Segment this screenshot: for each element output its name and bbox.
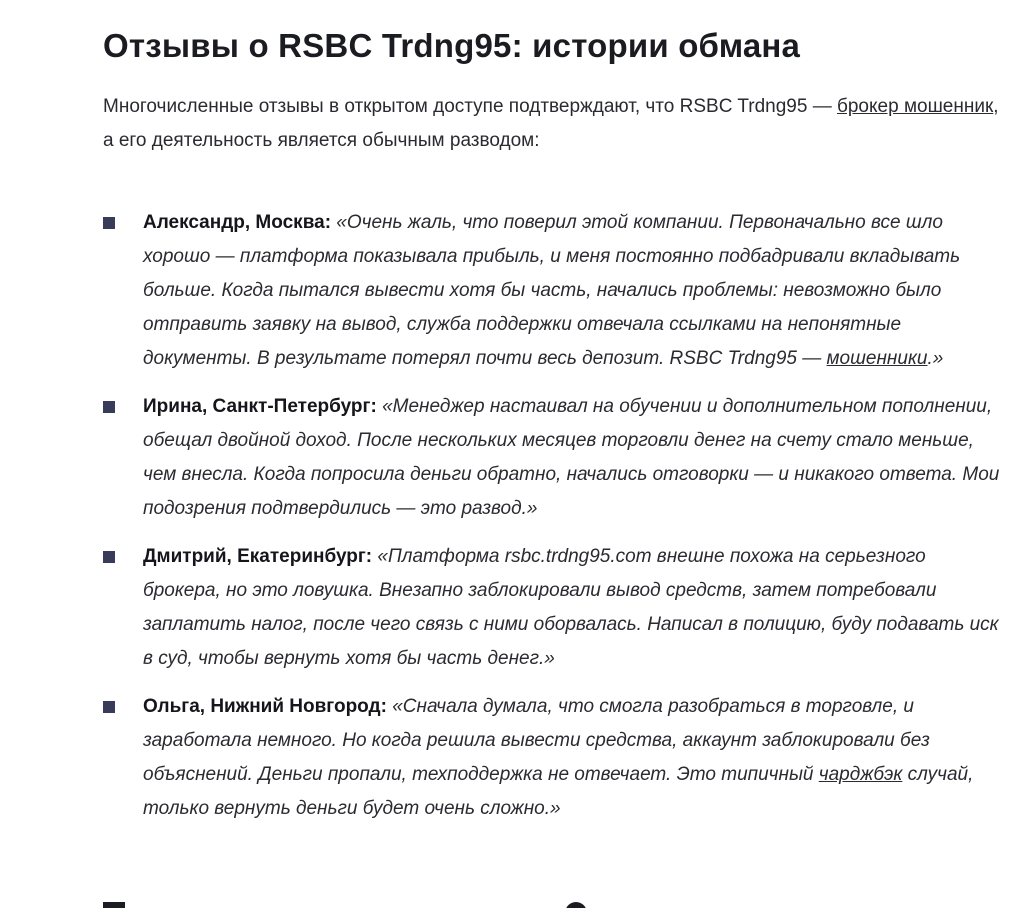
scam-broker-link[interactable]: брокер мошенник [836,96,994,117]
review-quote: «Менеджер настаивал на обучении и дополнительном пополнении, обещал двойной доход. После нескольких месяцев торговли денег на счету стало меньше, чем внесла. Когда попросила деньги обратно, начались отговорки — и никакого ответа. Мои подозрения подтвердились — это развод.» [143,396,1000,519]
bullet-icon [103,401,115,413]
bullet-icon [103,701,115,713]
review-item [103,390,1008,526]
next-heading-cutoff [103,896,623,908]
review-quote: «Платформа rsbc.trdng95.com внешне похожа на серьезного брокера, но это ловушка. Внезапно заблокировали вывод средств, затем потребовали заплатить налог, после чего связь с ними оборвалась. Написал в полицию, буду подавать иск в суд, чтобы вернуть хотя бы часть денег.» [143,546,999,669]
reviewer-name: Ольга, Нижний Новгород: [143,696,387,717]
review-item [103,540,1008,676]
reviewer-name: Александр, Москва: [143,212,332,233]
reviewer-name: Ирина, Санкт-Петербург: [143,396,377,417]
bullet-icon [103,217,115,229]
review-quote: «Очень жаль, что поверил этой компании. Первоначально все шло хорошо — платформа показывала прибыль, и меня постоянно подбадривали вкладывать больше. Когда пытался вывести хотя бы часть, начались проблемы: невозможно было отправить заявку на вывод, служба поддержки отвечала ссылками на непонятные документы. В результате потерял почти весь депозит. RSBC Trdng95 — мошенники.» [143,212,961,369]
scammers-link[interactable]: мошенники [826,348,928,369]
review-item [103,206,1008,376]
section-title: Отзывы о RSBC Trdng95: истории обмана [103,27,801,64]
chargeback-link[interactable]: чарджбэк [818,764,903,785]
article [103,22,1008,840]
review-quote: «Сначала думала, что смогла разобраться в торговле, и заработала немного. Но когда решила вывести средства, аккаунт заблокировали без объяснений. Деньги пропали, техподдержка не отвечает. Это типичный чарджбэк случай, только вернуть деньги будет очень сложно.» [143,696,974,819]
reviews-list [103,206,1008,826]
bullet-icon [103,551,115,563]
review-item [103,690,1008,826]
intro-paragraph: Многочисленные отзывы в открытом доступе подтверждают, что RSBC Trdng95 — брокер мошенник, а его деятельность является обычным разводом: [103,96,999,151]
reviewer-name: Дмитрий, Екатеринбург: [143,546,373,567]
